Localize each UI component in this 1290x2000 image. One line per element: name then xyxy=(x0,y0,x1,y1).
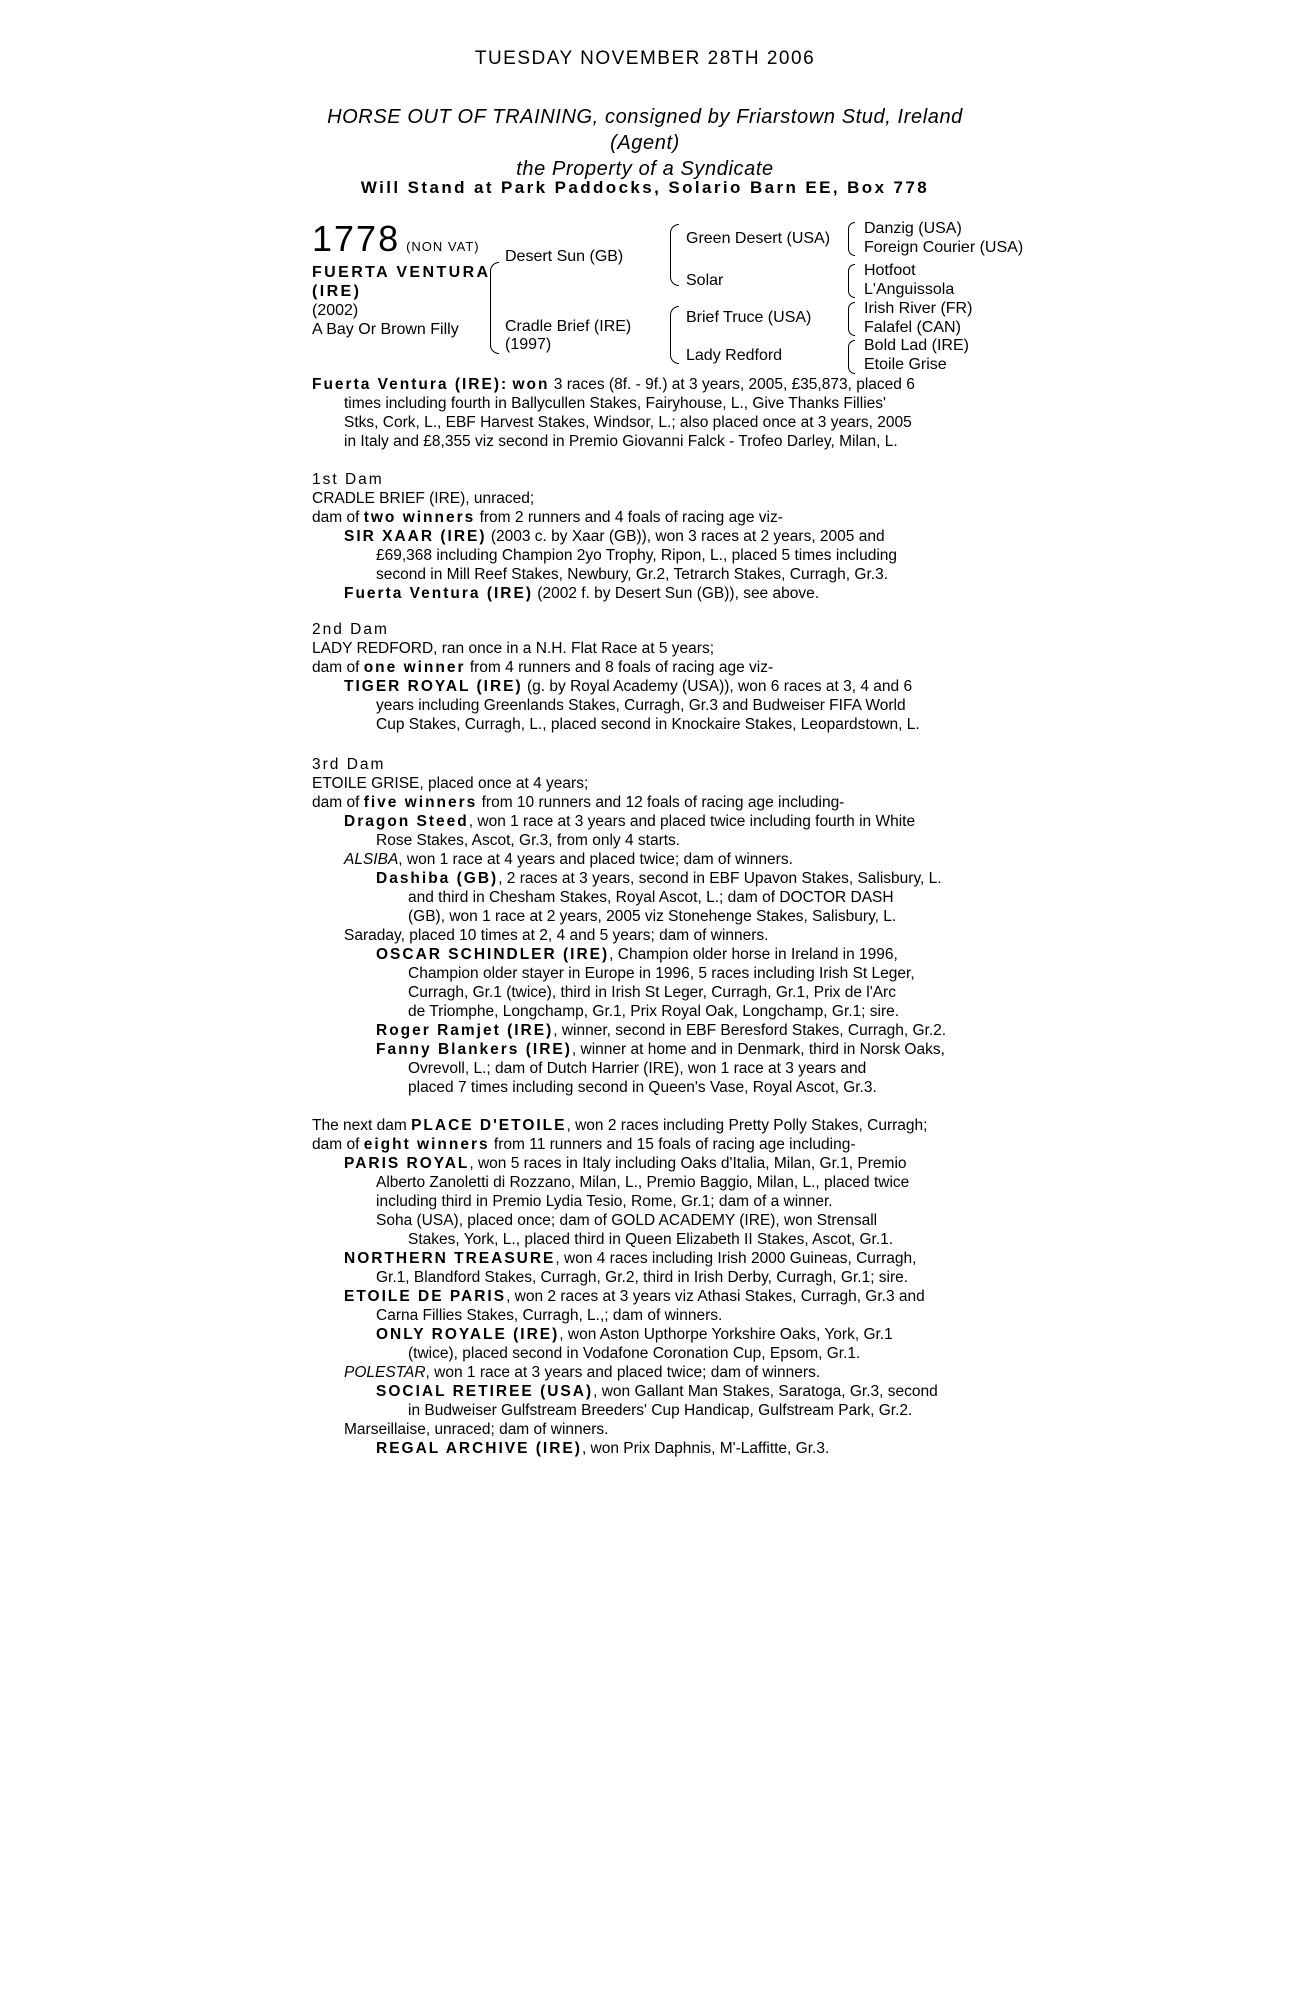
agent-line: (Agent) xyxy=(610,132,680,154)
horse-name: FUERTA VENTURA xyxy=(312,264,491,281)
first-dam-section xyxy=(312,470,982,603)
record-horse-name: Fuerta Ventura (IRE): xyxy=(312,376,509,393)
second-dam-title: 2nd Dam xyxy=(312,621,389,638)
pedigree-dss: Irish River (FR) xyxy=(864,300,973,317)
produce-line xyxy=(312,1211,982,1230)
next-dam-prefix: The next dam xyxy=(312,1117,412,1134)
produce-line xyxy=(312,1363,982,1382)
record-won: won xyxy=(512,376,550,393)
produce-line xyxy=(312,850,982,869)
next-dam-produce-rest: from 11 runners and 15 foals of racing age including- xyxy=(489,1136,856,1153)
horse-details xyxy=(312,263,490,339)
pedigree-brace-6 xyxy=(848,302,855,336)
produce-text: second in Mill Reef Stakes, Newbury, Gr.2, Tetrarch Stakes, Curragh, Gr.3. xyxy=(376,566,888,583)
next-dam-produce-prefix: dam of xyxy=(312,1136,364,1153)
record-line-1: 3 races (8f. - 9f.) at 3 years, 2005, £35,873, placed 6 xyxy=(549,376,915,393)
produce-line xyxy=(312,1268,982,1287)
consignor-block xyxy=(0,104,1290,182)
produce-text: , winner at home and in Denmark, third in Norsk Oaks, xyxy=(571,1041,945,1058)
first-dam-produce-prefix: dam of xyxy=(312,509,364,526)
third-dam-produce-prefix: dam of xyxy=(312,794,364,811)
consignor-line: HORSE OUT OF TRAINING, consigned by Friarstown Stud, Ireland xyxy=(327,106,963,128)
produce-name: Fuerta Ventura (IRE) xyxy=(344,585,533,602)
produce-text: Marseillaise, unraced; dam of winners. xyxy=(344,1421,609,1438)
horse-year: (2002) xyxy=(312,302,359,319)
produce-text: Saraday, placed 10 times at 2, 4 and 5 years; dam of winners. xyxy=(344,927,769,944)
produce-text: (twice), placed second in Vodafone Coronation Cup, Epsom, Gr.1. xyxy=(408,1345,861,1362)
produce-line xyxy=(312,1192,982,1211)
produce-line xyxy=(312,812,982,831)
pedigree-sss: Danzig (USA) xyxy=(864,220,962,237)
pedigree-brace-2 xyxy=(670,224,679,286)
second-dam-winners: one winner xyxy=(363,659,466,676)
produce-line xyxy=(312,1382,982,1401)
second-dam-produce-rest: from 4 runners and 8 foals of racing age viz- xyxy=(465,659,774,676)
pedigree-brace-5 xyxy=(848,264,855,298)
produce-name: ONLY ROYALE (IRE) xyxy=(376,1326,560,1343)
record-line-2: times including fourth in Ballycullen Stakes, Fairyhouse, L., Give Thanks Fillies' xyxy=(344,395,886,412)
produce-line xyxy=(312,1021,982,1040)
pedigree-brace-3 xyxy=(670,306,679,364)
produce-name: TIGER ROYAL (IRE) xyxy=(344,678,523,695)
next-dam-section xyxy=(312,1116,982,1458)
produce-name: Dragon Steed xyxy=(344,813,469,830)
horse-country: (IRE) xyxy=(312,283,362,300)
produce-text: Gr.1, Blandford Stakes, Curragh, Gr.2, third in Irish Derby, Curragh, Gr.1; sire. xyxy=(376,1269,909,1286)
produce-line xyxy=(312,945,982,964)
produce-name: SIR XAAR (IRE) xyxy=(344,528,487,545)
produce-text: and third in Chesham Stakes, Royal Ascot, L.; dam of DOCTOR DASH xyxy=(408,889,894,906)
produce-text: de Triomphe, Longchamp, Gr.1, Prix Royal Oak, Longchamp, Gr.1; sire. xyxy=(408,1003,900,1020)
second-dam-line: LADY REDFORD, ran once in a N.H. Flat Race at 5 years; xyxy=(312,640,715,657)
first-dam-line: CRADLE BRIEF (IRE), unraced; xyxy=(312,490,535,507)
produce-text: , won Gallant Man Stakes, Saratoga, Gr.3, second xyxy=(593,1383,938,1400)
pedigree-sdd: L'Anguissola xyxy=(864,281,955,298)
produce-name: REGAL ARCHIVE (IRE) xyxy=(376,1440,582,1457)
pedigree-dds: Bold Lad (IRE) xyxy=(864,337,969,354)
pedigree-ssd: Foreign Courier (USA) xyxy=(864,239,1024,256)
first-dam-winners: two winners xyxy=(363,509,476,526)
produce-text: Curragh, Gr.1 (twice), third in Irish St Leger, Curragh, Gr.1, Prix de l'Arc xyxy=(408,984,896,1001)
produce-text: Champion older stayer in Europe in 1996, 5 races including Irish St Leger, xyxy=(408,965,915,982)
produce-name: SOCIAL RETIREE (USA) xyxy=(376,1383,594,1400)
produce-line xyxy=(312,869,982,888)
produce-name: Dashiba (GB) xyxy=(376,870,499,887)
produce-line xyxy=(312,983,982,1002)
produce-name: ALSIBA xyxy=(344,851,399,868)
race-record xyxy=(312,375,982,451)
pedigree-dsd: Falafel (CAN) xyxy=(864,319,961,336)
produce-text: , won 5 races in Italy including Oaks d'Italia, Milan, Gr.1, Premio xyxy=(469,1155,907,1172)
produce-line xyxy=(312,926,982,945)
produce-text: (GB), won 1 race at 2 years, 2005 viz Stonehenge Stakes, Salisbury, L. xyxy=(408,908,897,925)
vat-status: (NON VAT) xyxy=(406,239,480,254)
produce-text: (2002 f. by Desert Sun (GB)), see above. xyxy=(533,585,820,602)
first-dam-produce-rest: from 2 runners and 4 foals of racing age viz- xyxy=(475,509,783,526)
third-dam-line: ETOILE GRISE, placed once at 4 years; xyxy=(312,775,589,792)
horse-description: A Bay Or Brown Filly xyxy=(312,321,459,338)
produce-line xyxy=(312,1154,982,1173)
produce-text: Carna Fillies Stakes, Curragh, L.,; dam of winners. xyxy=(376,1307,723,1324)
produce-text: , 2 races at 3 years, second in EBF Upavon Stakes, Salisbury, L. xyxy=(498,870,942,887)
produce-text: , Champion older horse in Ireland in 1996, xyxy=(609,946,898,963)
produce-text: Cup Stakes, Curragh, L., placed second in Knockaire Stakes, Leopardstown, L. xyxy=(376,716,920,733)
produce-name: PARIS ROYAL xyxy=(344,1155,470,1172)
record-line-3: Stks, Cork, L., EBF Harvest Stakes, Windsor, L.; also placed once at 3 years, 2005 xyxy=(344,414,912,431)
produce-line xyxy=(312,1325,982,1344)
pedigree-ss: Green Desert (USA) xyxy=(686,230,831,247)
third-dam-produce-rest: from 10 runners and 12 foals of racing age including- xyxy=(477,794,845,811)
produce-name: POLESTAR xyxy=(344,1364,426,1381)
produce-line xyxy=(312,1306,982,1325)
produce-text: placed 7 times including second in Queen's Vase, Royal Ascot, Gr.3. xyxy=(408,1079,877,1096)
produce-text: Alberto Zanoletti di Rozzano, Milan, L., Premio Baggio, Milan, L., placed twice xyxy=(376,1174,910,1191)
stabling-line: Will Stand at Park Paddocks, Solario Barn EE, Box 778 xyxy=(360,178,930,197)
sale-date: TUESDAY NOVEMBER 28TH 2006 xyxy=(474,48,816,69)
produce-name: ETOILE DE PARIS xyxy=(344,1288,507,1305)
produce-line xyxy=(312,907,982,926)
produce-line xyxy=(312,1439,982,1458)
next-dam-record: , won 2 races including Pretty Polly Stakes, Curragh; xyxy=(566,1117,928,1134)
third-dam-winners: five winners xyxy=(363,794,478,811)
pedigree-dd: Lady Redford xyxy=(686,347,783,364)
produce-name: Roger Ramjet (IRE) xyxy=(376,1022,554,1039)
produce-text: including third in Premio Lydia Tesio, Rome, Gr.1; dam of a winner. xyxy=(376,1193,833,1210)
produce-text: , won 1 race at 3 years and placed twice including fourth in White xyxy=(468,813,916,830)
second-dam-section xyxy=(312,620,982,734)
produce-name: Fanny Blankers (IRE) xyxy=(376,1041,572,1058)
produce-line xyxy=(312,1078,982,1097)
third-dam-title: 3rd Dam xyxy=(312,756,386,773)
produce-text: years including Greenlands Stakes, Curragh, Gr.3 and Budweiser FIFA World xyxy=(376,697,906,714)
produce-line xyxy=(312,1230,982,1249)
produce-text: , won Aston Upthorpe Yorkshire Oaks, York, Gr.1 xyxy=(559,1326,893,1343)
pedigree-ddd: Etoile Grise xyxy=(864,356,947,373)
produce-line xyxy=(312,1287,982,1306)
produce-line xyxy=(312,888,982,907)
next-dam-name: PLACE D'ETOILE xyxy=(411,1117,567,1134)
second-dam-produce-prefix: dam of xyxy=(312,659,364,676)
third-dam-section xyxy=(312,755,982,1097)
pedigree-sd: Solar xyxy=(686,272,724,289)
record-line-4: in Italy and £8,355 viz second in Premio Giovanni Falck - Trofeo Darley, Milan, L. xyxy=(344,433,898,450)
produce-text: Rose Stakes, Ascot, Gr.3, from only 4 starts. xyxy=(376,832,681,849)
produce-text: (g. by Royal Academy (USA)), won 6 races at 3, 4 and 6 xyxy=(522,678,913,695)
produce-text: , won 2 races at 3 years viz Athasi Stakes, Curragh, Gr.3 and xyxy=(506,1288,925,1305)
produce-line xyxy=(312,1059,982,1078)
produce-text: , won Prix Daphnis, M'-Laffitte, Gr.3. xyxy=(581,1440,830,1457)
produce-name: NORTHERN TREASURE xyxy=(344,1250,556,1267)
pedigree-sire: Desert Sun (GB) xyxy=(505,248,624,265)
produce-line xyxy=(312,1249,982,1268)
produce-text: , won 1 race at 4 years and placed twice; dam of winners. xyxy=(398,851,793,868)
produce-text: , won 4 races including Irish 2000 Guineas, Curragh, xyxy=(555,1250,917,1267)
pedigree-brace-7 xyxy=(848,340,855,374)
pedigree-dam-year: (1997) xyxy=(505,336,552,353)
third-dam-produce-list xyxy=(312,812,982,1097)
produce-line xyxy=(312,964,982,983)
produce-text: £69,368 including Champion 2yo Trophy, Ripon, L., placed 5 times including xyxy=(376,547,898,564)
property-line: the Property of a Syndicate xyxy=(516,158,774,180)
produce-text: , won 1 race at 3 years and placed twice; dam of winners. xyxy=(425,1364,821,1381)
produce-text: , winner, second in EBF Beresford Stakes, Curragh, Gr.2. xyxy=(553,1022,947,1039)
produce-line xyxy=(312,1401,982,1420)
produce-text: Ovrevoll, L.; dam of Dutch Harrier (IRE), won 1 race at 3 years and xyxy=(408,1060,867,1077)
lot-heading xyxy=(312,218,480,260)
pedigree-ds: Brief Truce (USA) xyxy=(686,309,812,326)
produce-line xyxy=(312,1002,982,1021)
produce-text: Soha (USA), placed once; dam of GOLD ACADEMY (IRE), won Strensall xyxy=(376,1212,878,1229)
lot-number: 1778 xyxy=(312,218,401,259)
produce-text: (2003 c. by Xaar (GB)), won 3 races at 2 years, 2005 and xyxy=(486,528,885,545)
produce-line xyxy=(312,1344,982,1363)
pedigree-brace-4 xyxy=(848,222,855,256)
produce-text: Stakes, York, L., placed third in Queen Elizabeth II Stakes, Ascot, Gr.1. xyxy=(408,1231,894,1248)
next-dam-produce-list xyxy=(312,1154,982,1458)
pedigree-brace-1 xyxy=(490,262,499,354)
first-dam-title: 1st Dam xyxy=(312,471,384,488)
produce-line xyxy=(312,831,982,850)
produce-name: OSCAR SCHINDLER (IRE) xyxy=(376,946,610,963)
produce-line xyxy=(312,1173,982,1192)
next-dam-winners: eight winners xyxy=(363,1136,490,1153)
pedigree-dam: Cradle Brief (IRE) xyxy=(505,318,632,335)
produce-text: in Budweiser Gulfstream Breeders' Cup Handicap, Gulfstream Park, Gr.2. xyxy=(408,1402,913,1419)
produce-line xyxy=(312,1420,982,1439)
produce-line xyxy=(312,1040,982,1059)
pedigree-sds: Hotfoot xyxy=(864,262,916,279)
